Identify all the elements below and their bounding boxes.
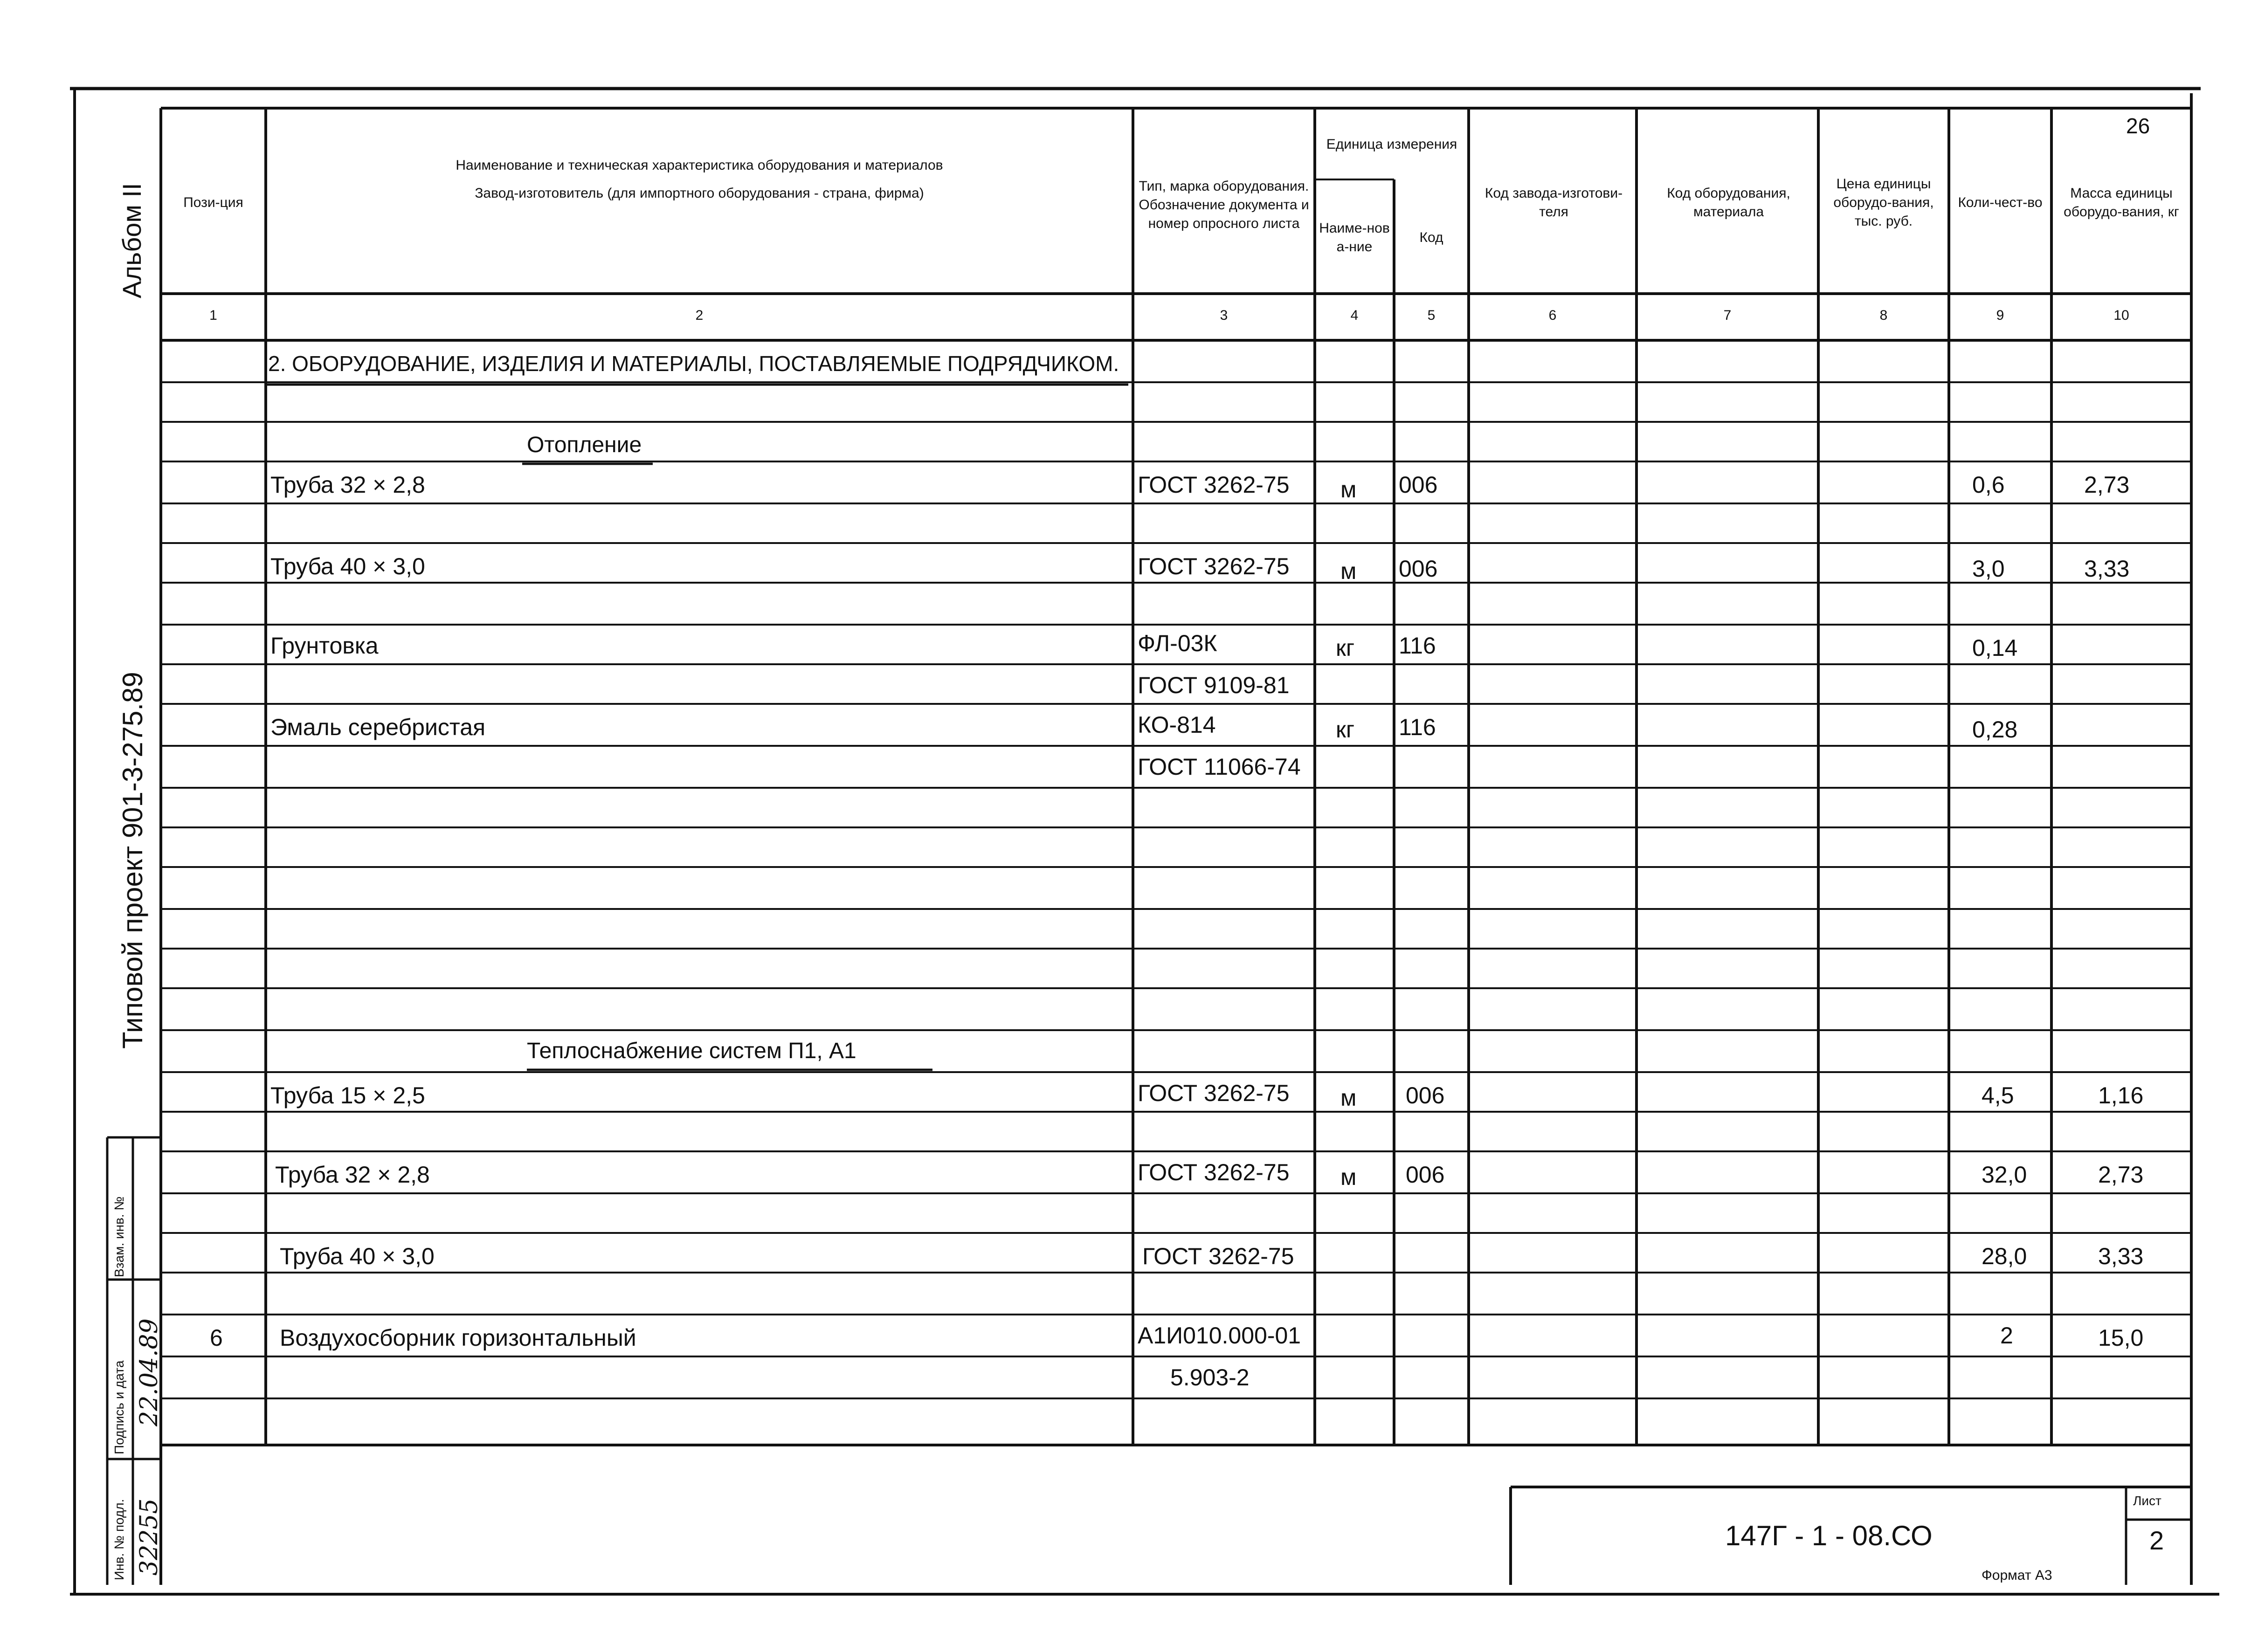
colnum-9: 9	[1996, 308, 2004, 323]
table-row-type: КО-814	[1138, 712, 1216, 738]
table-row-qty: 32,0	[1982, 1162, 2027, 1188]
table-row-name: Грунтовка	[270, 633, 379, 659]
project-label: Типовой проект 901-3-275.89	[117, 672, 148, 1049]
table-row-type: ГОСТ 3262-75	[1138, 553, 1290, 579]
table-row-qty: 4,5	[1982, 1082, 2014, 1108]
table-row-unit: кг	[1336, 716, 1355, 743]
header-name-line2: Завод-изготовитель (для импортного оборудования - страна, фирма)	[475, 186, 924, 201]
podpis-value: 22.04.89	[135, 1318, 163, 1426]
table-row-unit: м	[1340, 476, 1357, 502]
table-row-code: 006	[1406, 1162, 1445, 1188]
header-unit-group: Единица измерения	[1326, 137, 1457, 152]
header-quantity: Коли-чест-во	[1958, 195, 2043, 210]
table-row-code: 006	[1399, 556, 1438, 582]
podpis-label: Подпись и дата	[112, 1360, 126, 1454]
header-type: Тип, марка оборудования. Обозначение документа и номер опросного листа	[1139, 179, 1309, 231]
table-row-type: А1И010.000-01	[1138, 1322, 1301, 1349]
header-name-line1: Наименование и техническая характеристика оборудования и материалов	[456, 158, 943, 173]
table-row-name: Труба 40 × 3,0	[280, 1243, 435, 1269]
table-row-mass: 3,33	[2084, 556, 2130, 582]
table-row-code: 116	[1399, 714, 1436, 740]
table-row-name: Эмаль серебристая	[270, 714, 486, 740]
table-row-unit: кг	[1336, 635, 1355, 661]
header-position: Пози-ция	[183, 195, 243, 210]
section-title-main: 2. ОБОРУДОВАНИЕ, ИЗДЕЛИЯ И МАТЕРИАЛЫ, ПОСТАВЛЯЕМЫЕ ПОДРЯДЧИКОМ.	[268, 351, 1119, 376]
table-row-code: 116	[1399, 633, 1436, 659]
table-row-qty: 0,28	[1972, 716, 2018, 743]
table-row-code: 006	[1406, 1082, 1445, 1108]
colnum-10: 10	[2113, 308, 2129, 323]
table-row-mass: 3,33	[2098, 1243, 2144, 1269]
colnum-1: 1	[209, 308, 217, 323]
doc-code: 147Г - 1 - 08.СО	[1725, 1520, 1933, 1551]
table-row-unit: м	[1340, 558, 1357, 584]
table-row-qty: 0,6	[1972, 472, 2005, 498]
table-row-code: 006	[1399, 472, 1438, 498]
inv-value: 32255	[135, 1498, 163, 1576]
table-row-unit: м	[1340, 1164, 1357, 1190]
section-title-heat-supply: Теплоснабжение систем П1, А1	[527, 1039, 856, 1063]
table-row-mass: 15,0	[2098, 1325, 2144, 1351]
table-row-type: ГОСТ 3262-75	[1138, 1080, 1290, 1106]
table-row-name: Труба 15 × 2,5	[270, 1082, 425, 1108]
table-row-qty: 28,0	[1982, 1243, 2027, 1269]
table-row-mass: 1,16	[2098, 1082, 2144, 1108]
table-row-type: ГОСТ 3262-75	[1142, 1243, 1294, 1269]
colnum-2: 2	[695, 308, 704, 323]
colnum-6: 6	[1548, 308, 1557, 323]
table-row-position: 6	[210, 1325, 223, 1351]
colnum-7: 7	[1723, 308, 1732, 323]
table-row-mass: 2,73	[2084, 472, 2130, 498]
table-row-type: ФЛ-03К	[1138, 630, 1217, 656]
table-row-mass: 2,73	[2098, 1162, 2144, 1188]
table-row-name: Воздухосборник горизонтальный	[280, 1325, 636, 1351]
colnum-4: 4	[1350, 308, 1359, 323]
page-number-top: 26	[2126, 114, 2150, 138]
table-row-unit: м	[1340, 1085, 1357, 1111]
table-row-name: Труба 40 × 3,0	[270, 553, 425, 579]
format-label: Формат А3	[1982, 1568, 2052, 1583]
header-unit-code: Код	[1419, 230, 1443, 245]
section-title-heating: Отопление	[527, 433, 642, 457]
colnum-3: 3	[1220, 308, 1228, 323]
header-price: Цена единицы оборудо-вания, тыс. руб.	[1833, 176, 1934, 229]
sheet-label: Лист	[2133, 1494, 2161, 1508]
header-unit-name: Наиме-нова-ние	[1319, 220, 1390, 255]
table-row-type-2: ГОСТ 9109-81	[1138, 672, 1290, 698]
header-equipment-code: Код оборудования, материала	[1667, 186, 1790, 220]
sheet-number: 2	[2149, 1526, 2164, 1555]
table-row-type: ГОСТ 3262-75	[1138, 472, 1290, 498]
table-row-type-2: ГОСТ 11066-74	[1138, 754, 1301, 780]
table-row-qty: 2	[2000, 1322, 2013, 1349]
table-row-qty: 0,14	[1972, 635, 2018, 661]
vzam-inv-label: Взам. инв. №	[112, 1196, 126, 1277]
table-row-type-2: 5.903-2	[1170, 1364, 1250, 1390]
table-row-type: ГОСТ 3262-75	[1138, 1159, 1290, 1185]
inv-podl-label: Инв. № подл.	[112, 1499, 126, 1580]
header-factory-code: Код завода-изготови-теля	[1485, 186, 1623, 220]
table-row-name: Труба 32 × 2,8	[270, 472, 425, 498]
colnum-8: 8	[1879, 308, 1888, 323]
table-row-qty: 3,0	[1972, 556, 2005, 582]
header-mass: Масса единицы оборудо-вания, кг	[2064, 186, 2179, 220]
table-row-name: Труба 32 × 2,8	[275, 1162, 430, 1188]
colnum-5: 5	[1427, 308, 1436, 323]
album-label: Альбом II	[117, 183, 146, 298]
